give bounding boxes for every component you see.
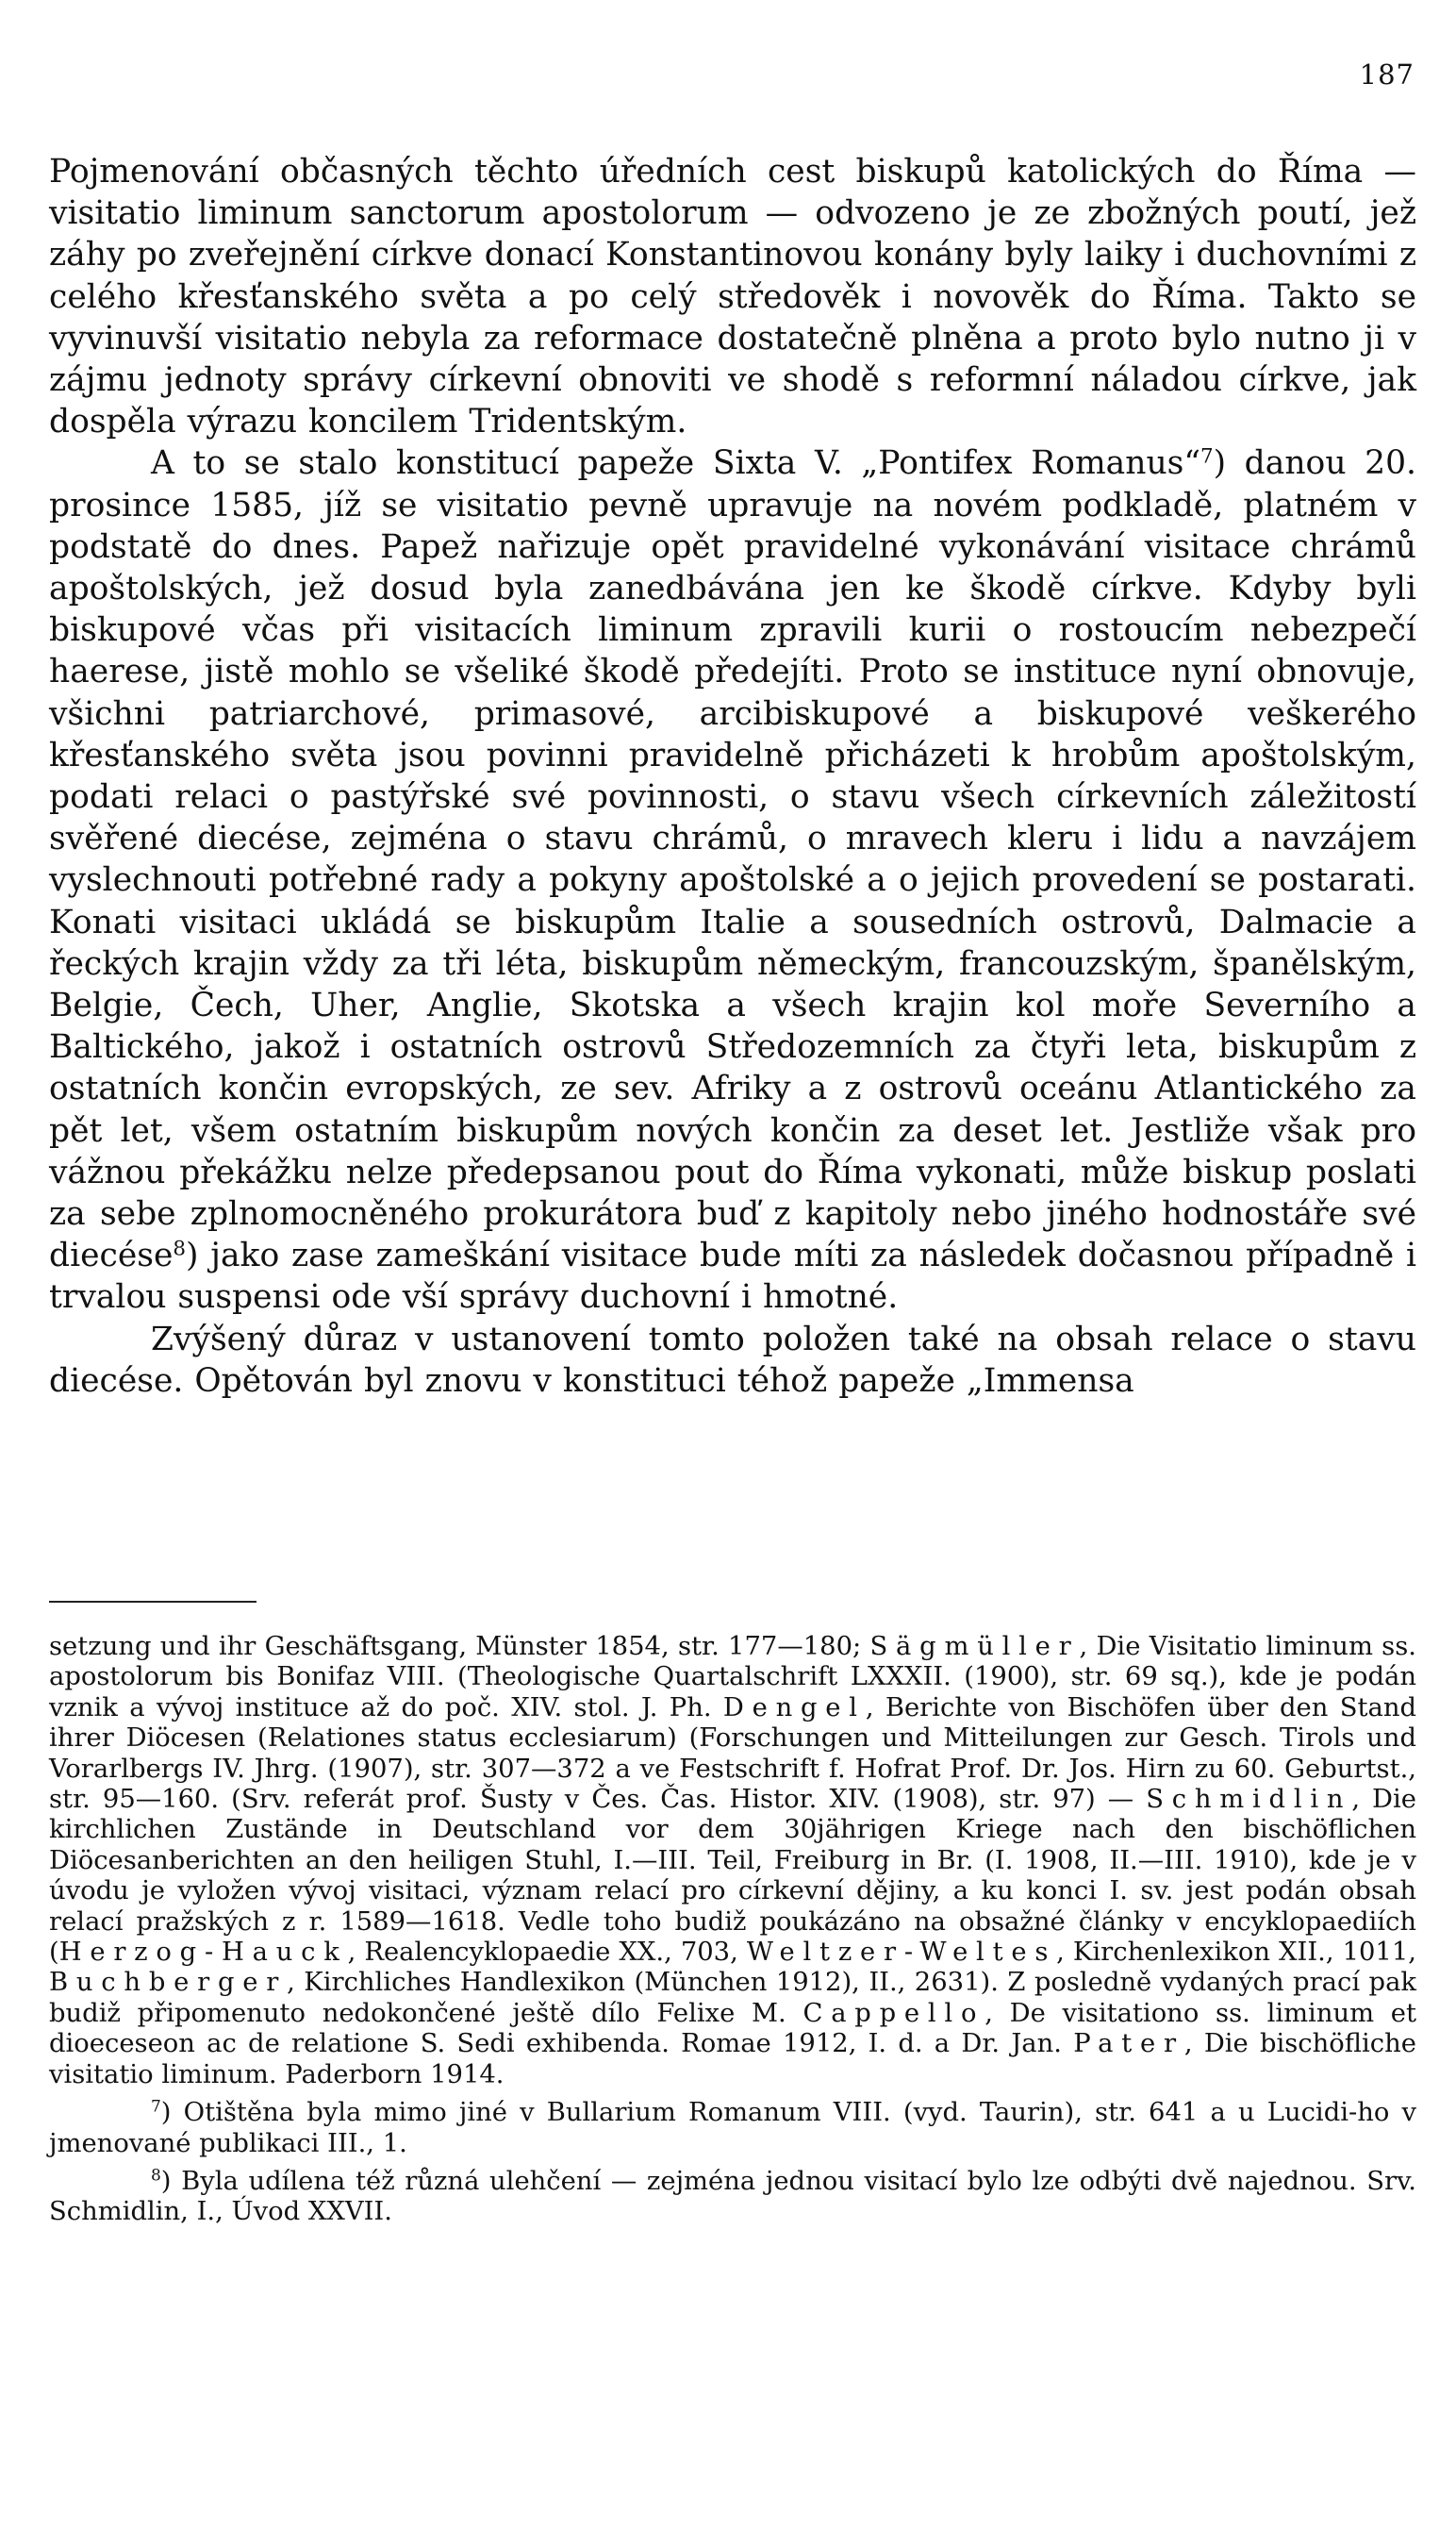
footnote-text: , Die bischöfliche visitatio liminum. Paderborn 1914.: [49, 2029, 1417, 2089]
footnote-continuation: [49, 1632, 1416, 2090]
footnote-8-marker: 8: [151, 2166, 161, 2186]
footnote-divider: [49, 1601, 256, 1603]
footnote-text: , Realencyklopaedie XX., 703,: [347, 1938, 747, 1968]
footnotes: [49, 1632, 1416, 2228]
page-number: 187: [1359, 58, 1415, 91]
footnote-text: , Berichte von Bischöfen über den Stand ihrer Diöcesen (Relationes status ecclesiarum) (Forschungen und Mitteilungen zur Gesch. Tirols und Vorarlbergs IV. Jhrg. (1907), str. 307—372 a ve Festschrift f. Hofrat Prof. Dr. Jos. Hirn zu 60. Geburtst., str. 95—160. (Srv. referát prof. Šusty v Čes. Čas. Histor. XIV. (1908), str. 97) —: [49, 1692, 1417, 1815]
author-name: Buchberger: [49, 1968, 288, 1998]
footnote-text: , Kirchenlexikon XII., 1011,: [1056, 1938, 1416, 1968]
footnote-ref-7: 7: [1200, 444, 1214, 469]
author-name: Cappello: [802, 1998, 985, 2028]
paragraph-2-text-b: ) danou 20. prosince 1585, jíž se visitatio pevně upravuje na novém podkladě, platném v podstatě do dnes. Papež nařizuje opět pravidelné vykonávání visitace chrámů apoštolských, jež dosud byla zanedbávána jen ke škodě církve. Kdyby byli biskupové včas při visitacích liminum zpravili kurii o rostoucím nebezpečí haerese, jistě mohlo se všeliké škodě předejíti. Proto se instituce nyní obnovuje, všichni patriarchové, primasové, arcibiskupové a biskupové veškerého křesťanského světa jsou povinni pravidelně přicházeti k hrobům apoštolským, podati relaci o pastýřské své povinnosti, o stavu všech církevních záležitostí svěřené diecése, zejména o stavu chrámů, o mravech kleru i lidu a navzájem vyslechnouti potřebné rady a pokyny apoštolské a o jejich provedení se postarati. Konati visitaci ukládá se biskupům Italie a sousedních ostrovů, Dalmacie a řeckých krajin vždy za tři léta, biskupům německým, francouzským, španělským, Belgie, Čech, Uher, Anglie, Skotska a všech krajin kol moře Severního a Baltického, jakož i ostatních ostrovů Středozemních za čtyři leta, biskupům z ostatních končin evropských, ze sev. Afriky a z ostrovů oceánu Atlantického za pět let, všem ostatním biskupům nových končin za deset let. Jestliže však pro vážnou překážku nelze předepsanou pout do Říma vykonati, může biskup poslati za sebe zplnomocněného prokurátora buď z kapitoly nebo jiného hodnostáře své diecése: [49, 444, 1416, 1275]
author-name: Sägmüller: [869, 1632, 1080, 1661]
main-text: [49, 151, 1416, 1402]
footnote-text: , Kirchliches Handlexikon (München 1912), II., 2631). Z posledně vydaných prací pak budiž připomenuto nedokončené ještě dílo Felixe M.: [49, 1968, 1416, 2028]
footnote-text: setzung und ihr Geschäftsgang, Münster 1854, str. 177—180;: [49, 1632, 870, 1661]
author-name: Schmidlin: [1146, 1785, 1352, 1815]
author-name: Herzog-Hauck: [58, 1938, 348, 1968]
footnote-text: , De visitationo ss. liminum et dioeceseon ac de relatione S. Sedi exhibenda. Romae 1912, I. d. a Dr. Jan.: [49, 1998, 1417, 2059]
paragraph-3: Zvýšený důraz v ustanovení tomto položen také na obsah relace o stavu diecése. Opětován byl znovu v konstituci téhož papeže „Immensa: [49, 1320, 1416, 1400]
footnote-7: [49, 2098, 1416, 2159]
paragraph-1: Pojmenování občasných těchto úředních cest biskupů katolických do Říma — visitatio liminum sanctorum apostolorum — odvozeno je ze zbožných poutí, jež záhy po zveřejnění církve donací Konstantinovou konány byly laiky i duchovními z celého křesťanského světa a po celý středověk i novověk do Říma. Takto se vyvinuvší visitatio nebyla za reformace dostatečně plněna a proto bylo nutno ji v zájmu jednoty správy církevní obnoviti ve shodě s reformní náladou církve, jak dospěla výrazu koncilem Tridentským.: [49, 153, 1416, 441]
paragraph-2-text-c: ) jako zase zameškání visitace bude míti za následek dočasnou případně i trvalou suspensi ode vší správy duchovní i hmotné.: [49, 1237, 1416, 1317]
author-name: Weltzer-Weltes: [746, 1938, 1057, 1968]
footnote-7-marker: 7: [151, 2097, 161, 2117]
paragraph-2: [49, 442, 1416, 1318]
author-name: Pater: [1073, 2029, 1184, 2059]
footnote-text: , Die Visitatio liminum ss. apostolorum bis Bonifaz VIII. (Theologische Quartalschrift LXXXII. (1900), str. 69 sq.), kde je podán vznik a vývoj instituce až do poč. XIV. stol. J. Ph.: [49, 1632, 1417, 1722]
footnote-text: , Die kirchlichen Zustände in Deutschland vor dem 30jährigen Kriege nach den bischöflichen Diöcesanberichten an den heiligen Stuhl, I.—III. Teil, Freiburg in Br. (I. 1908, II.—III. 1910), kde je v úvodu je vyložen vývoj visitaci, význam relací pro církevní dějiny, a ku konci I. sv. jest podán obsah relací pražských z r. 1589—1618. Vedle toho budiž poukázáno na obsažné články v encyklopaediích (: [49, 1785, 1416, 1968]
footnote-ref-8: 8: [173, 1237, 187, 1261]
footnote-8-text: ) Byla udílena též různá ulehčení — zejména jednou visitací bylo lze odbýti dvě najednou. Srv. Schmidlin, I., Úvod XXVII.: [49, 2166, 1416, 2227]
footnote-7-text: ) Otištěna byla mimo jiné v Bullarium Romanum VIII. (vyd. Taurin), str. 641 a u Lucidi-ho v jmenované publikaci III., 1.: [49, 2098, 1416, 2158]
paragraph-2-text-a: A to se stalo konstitucí papeže Sixta V. „Pontifex Romanus“: [151, 444, 1201, 483]
author-name: Dengel: [722, 1692, 866, 1722]
footnote-8: [49, 2167, 1416, 2228]
